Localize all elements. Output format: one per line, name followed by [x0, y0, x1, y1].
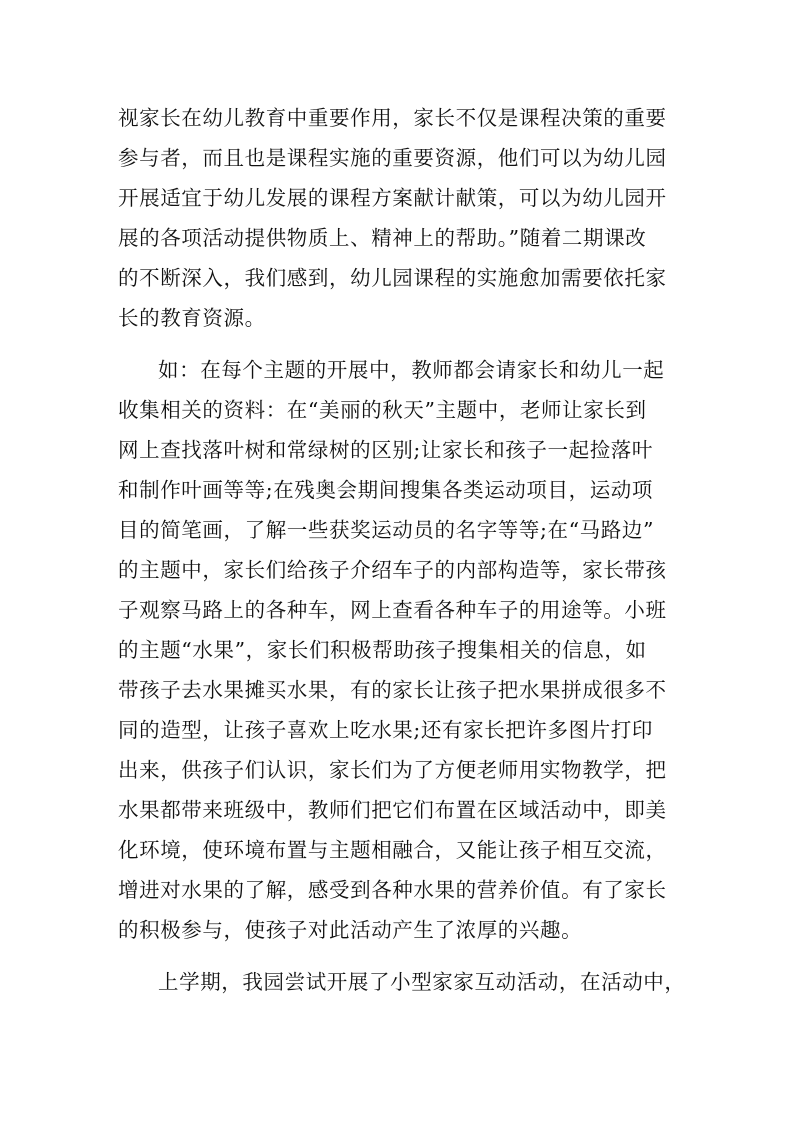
text-line: 的主题中，家长们给孩子介绍车子的内部构造等，家长带孩 [118, 558, 667, 582]
text-line: 目的简笔画，了解一些获奖运动员的名字等等;在“马路边” [118, 518, 655, 542]
paragraph-start-line: 上学期，我园尝试开展了小型家家互动活动，在活动中， [158, 970, 686, 994]
text-line: 收集相关的资料：在“美丽的秋天”主题中，老师让家长到 [118, 398, 647, 422]
text-line: 视家长在幼儿教育中重要作用，家长不仅是课程决策的重要 [118, 106, 667, 130]
text-line: 增进对水果的了解，感受到各种水果的营养价值。有了家长 [118, 878, 667, 902]
text-line: 的不断深入，我们感到，幼儿园课程的实施愈加需要依托家 [118, 266, 667, 290]
text-line: 的主题“水果”，家长们积极帮助孩子搜集相关的信息，如 [118, 638, 647, 662]
text-line: 长的教育资源。 [118, 306, 266, 330]
text-line: 子观察马路上的各种车，网上查看各种车子的用途等。小班 [118, 598, 667, 622]
text-line: 展的各项活动提供物质上、精神上的帮助。”随着二期课改 [118, 226, 647, 250]
text-line: 网上查找落叶树和常绿树的区别;让家长和孩子一起捡落叶 [118, 438, 654, 462]
text-line: 出来，供孩子们认识，家长们为了方便老师用实物教学，把 [118, 758, 667, 782]
paragraph-start-line: 如：在每个主题的开展中，教师都会请家长和幼儿一起 [158, 358, 665, 382]
text-line: 参与者，而且也是课程实施的重要资源，他们可以为幼儿园 [118, 146, 667, 170]
text-line: 水果都带来班级中，教师们把它们布置在区域活动中，即美 [118, 798, 667, 822]
text-line: 同的造型，让孩子喜欢上吃水果;还有家长把许多图片打印 [118, 718, 654, 742]
text-line: 的积极参与，使孩子对此活动产生了浓厚的兴趣。 [118, 918, 583, 942]
text-line: 开展适宜于幼儿发展的课程方案献计献策，可以为幼儿园开 [118, 186, 667, 210]
text-line: 带孩子去水果摊买水果，有的家长让孩子把水果拼成很多不 [118, 678, 667, 702]
text-line: 化环境，使环境布置与主题相融合，又能让孩子相互交流， [118, 838, 667, 862]
text-line: 和制作叶画等等;在残奥会期间搜集各类运动项目，运动项 [118, 478, 654, 502]
